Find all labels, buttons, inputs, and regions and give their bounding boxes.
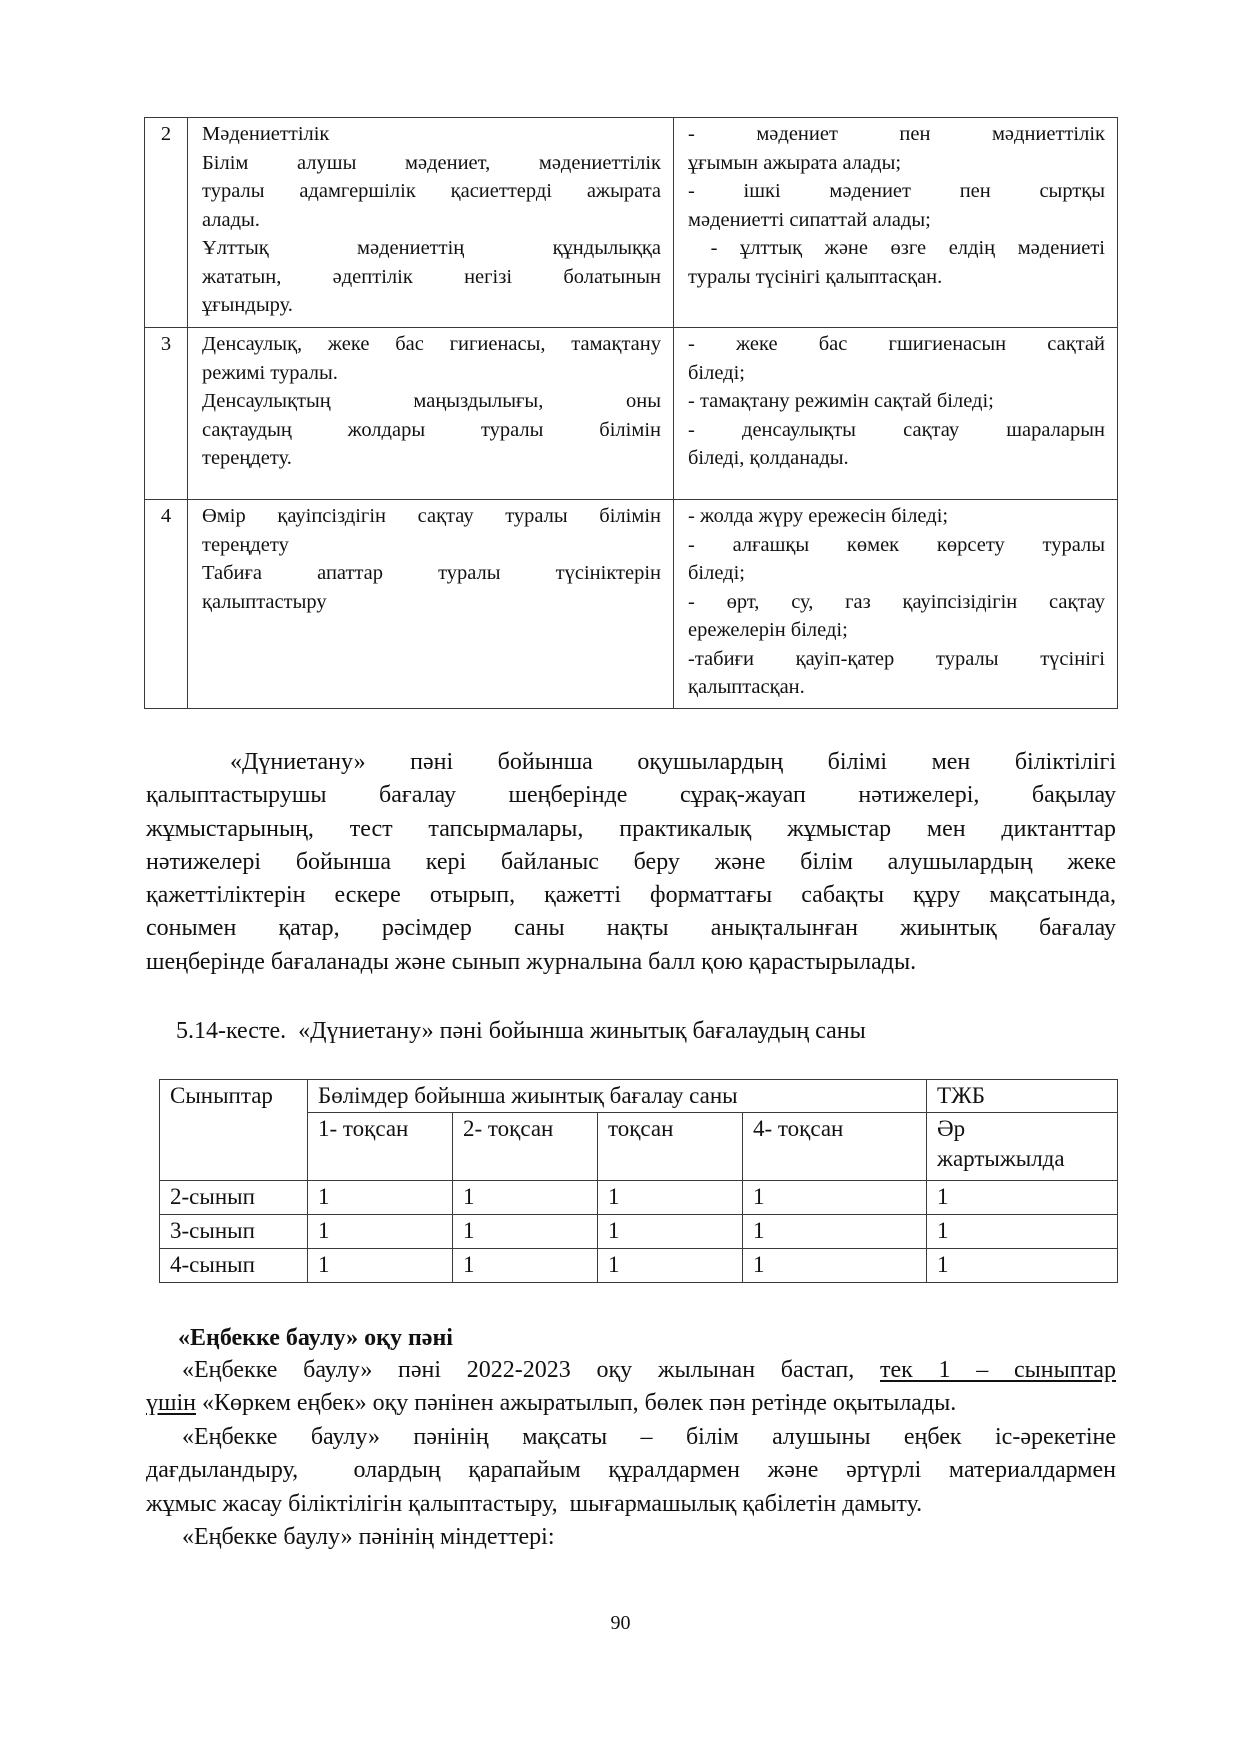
- outcome-cell: [674, 118, 1118, 328]
- goal-line: Денсаулық, жеке бас гигиенасы, тамақтану: [202, 333, 661, 355]
- class-cell: 2-сынып: [160, 1181, 308, 1215]
- value-cell: 1: [308, 1249, 453, 1283]
- goal-line: жататын, әдептілік негізі болатынын: [202, 265, 661, 288]
- table-row: [160, 1249, 1118, 1283]
- outcome-line: -табиғи қауіп-қатер туралы түсінігі: [688, 647, 1105, 670]
- table-caption: 5.14-кесте. «Дүниетану» пәні бойынша жинытық бағалаудың саны: [176, 1018, 866, 1044]
- text-line: [146, 1387, 1116, 1420]
- header-classes: Сыныптар: [160, 1080, 308, 1181]
- text-line: нәтижелері бойынша кері байланыс беру және білім алушылардың жеке: [146, 848, 1116, 875]
- table-row: [145, 328, 1118, 500]
- text-line: сонымен қатар, рәсімдер саны нақты анықталынған жиынтық бағалау: [146, 915, 1116, 942]
- goal-line: Білім алушы мәдениет, мәдениеттілік: [202, 151, 661, 174]
- table-header-row: [160, 1080, 1118, 1113]
- outcome-line: мәдениетті сипаттай алады;: [688, 208, 931, 231]
- goal-cell: [188, 500, 674, 709]
- goal-line: режимі туралы.: [202, 361, 338, 384]
- row-number: 4: [145, 500, 188, 709]
- summative-assessment-table: [159, 1079, 1118, 1283]
- header-quarter-1: 1- тоқсан: [308, 1113, 453, 1181]
- value-cell: 1: [927, 1215, 1118, 1249]
- header-quarter-3: тоқсан: [598, 1113, 743, 1181]
- text-line: «Дүниетану» пәні бойынша оқушылардың білімі мен біліктілігі: [230, 749, 1116, 775]
- text-span: «Көркем еңбек» оқу пәнінен ажыратылып, бөлек пән ретінде оқытылады.: [196, 1390, 957, 1417]
- outcome-line: - денсаулықты сақтау шараларын: [688, 418, 1105, 441]
- outcome-line: - жеке бас гшигиенасын сақтай: [688, 333, 1105, 355]
- value-cell: 1: [598, 1181, 743, 1215]
- goal-line: Мәдениеттілік: [202, 123, 330, 145]
- value-cell: 1: [927, 1181, 1118, 1215]
- text-line: қалыптастырушы бағалау шеңберінде сұрақ-жауап нәтижелері, бақылау: [146, 782, 1116, 809]
- goal-line: Табиға апаттар туралы түсініктерін: [202, 562, 661, 584]
- page-number: 90: [610, 1612, 631, 1634]
- value-cell: 1: [598, 1215, 743, 1249]
- table-row: [160, 1215, 1118, 1249]
- value-cell: 1: [453, 1181, 598, 1215]
- text-line: дағдыландыру, олардың қарапайым құралдармен және әртүрлі материалдармен: [146, 1457, 1116, 1484]
- table-row: [160, 1181, 1118, 1215]
- header-tjb-sub-1: Әр: [937, 1116, 966, 1141]
- goal-line: сақтаудың жолдары туралы білімін: [202, 418, 661, 441]
- value-cell: 1: [743, 1249, 927, 1283]
- outcome-line: - өрт, су, газ қауіпсізідігін сақтау: [688, 590, 1105, 613]
- outcome-line: - тамақтану режимін сақтай біледі;: [688, 390, 994, 412]
- header-tjb: ТЖБ: [927, 1080, 1118, 1113]
- section-heading: «Еңбекке баулу» оқу пәні: [178, 1325, 453, 1351]
- table-row: [145, 500, 1118, 709]
- underlined-text: тек 1 – сыныптар: [879, 1357, 1116, 1383]
- outcome-line: қалыптасқан.: [688, 676, 805, 698]
- intro-paragraph: [146, 1354, 1116, 1421]
- value-cell: 1: [453, 1215, 598, 1249]
- goal-line: Ұлттық мәдениеттің құндылыққа: [202, 237, 661, 259]
- text-line: «Еңбекке баулу» пәнінің міндеттері:: [182, 1524, 555, 1550]
- text-span: «Еңбекке баулу» пәні 2022-2023 оқу жылынан бастап,: [182, 1357, 880, 1383]
- header-quarter-4: 4- тоқсан: [743, 1113, 927, 1181]
- row-number: 3: [145, 328, 188, 500]
- text-line: жұмыс жасау біліктілігін қалыптастыру, шығармашылық қабілетін дамыту.: [146, 1490, 923, 1517]
- goal-line: ұғындыру.: [202, 294, 293, 316]
- goal-line: тереңдету: [202, 533, 289, 556]
- table-row: [145, 118, 1118, 328]
- outcome-line: ұғымын ажырата алады;: [688, 151, 902, 174]
- outcome-line: - мәдениет пен мәдниеттілік: [688, 123, 1105, 145]
- value-cell: 1: [308, 1181, 453, 1215]
- row-number: 2: [145, 118, 188, 328]
- class-cell: 4-сынып: [160, 1249, 308, 1283]
- underlined-text: үшін: [146, 1390, 196, 1417]
- goal-line: алады.: [202, 208, 260, 231]
- outcome-line: ережелерін біледі;: [688, 619, 848, 641]
- tasks-paragraph: [146, 1521, 1116, 1554]
- text-line: қажеттіліктерін ескере отырып, қажетті форматтағы сабақты құру мақсатында,: [146, 882, 1116, 909]
- value-cell: 1: [453, 1249, 598, 1283]
- text-line: жұмыстарының, тест тапсырмалары, практикалық жұмыстар мен диктанттар: [146, 815, 1116, 842]
- text-line: шеңберінде бағаланады және сынып журналына балл қою қарастырылады.: [146, 948, 917, 975]
- goal-line: тереңдету.: [202, 447, 292, 469]
- outcome-line: біледі;: [688, 361, 746, 384]
- goal-cell: [188, 328, 674, 500]
- outcome-cell: [674, 328, 1118, 500]
- goal-line: Денсаулықтың маңыздылығы, оны: [202, 390, 661, 412]
- outcome-line: - ұлттық және өзге елдің мәдениеті: [688, 237, 1105, 259]
- value-cell: 1: [743, 1181, 927, 1215]
- outcome-line: туралы түсінігі қалыптасқан.: [688, 265, 943, 288]
- goal-line: Өмір қауіпсіздігін сақтау туралы білімін: [202, 505, 661, 527]
- value-cell: 1: [598, 1249, 743, 1283]
- goal-paragraph: [146, 1421, 1116, 1521]
- outcome-line: - жолда жүру ережесін біледі;: [688, 505, 949, 527]
- goal-line: қалыптастыру: [202, 590, 327, 613]
- objectives-table: [144, 117, 1118, 709]
- assessment-paragraph: [146, 746, 1116, 979]
- outcome-line: біледі, қолданады.: [688, 447, 849, 469]
- header-quarter-2: 2- тоқсан: [453, 1113, 598, 1181]
- value-cell: 1: [927, 1249, 1118, 1283]
- header-tjb-sub-2: жартыжылда: [937, 1146, 1065, 1171]
- outcome-cell: [674, 500, 1118, 709]
- header-tjb-semester: [927, 1113, 1118, 1181]
- goal-cell: [188, 118, 674, 328]
- header-sections: Бөлімдер бойынша жиынтық бағалау саны: [308, 1080, 927, 1113]
- value-cell: 1: [308, 1215, 453, 1249]
- goal-line: туралы адамгершілік қасиеттерді ажырата: [202, 180, 661, 202]
- outcome-line: біледі;: [688, 562, 746, 584]
- outcome-line: - алғашқы көмек көрсету туралы: [688, 533, 1105, 556]
- text-line: [146, 1354, 1116, 1387]
- text-line: «Еңбекке баулу» пәнінің мақсаты – білім алушыны еңбек іс-әрекетіне: [182, 1424, 1116, 1450]
- outcome-line: - ішкі мәдениет пен сыртқы: [688, 180, 1105, 202]
- class-cell: 3-сынып: [160, 1215, 308, 1249]
- value-cell: 1: [743, 1215, 927, 1249]
